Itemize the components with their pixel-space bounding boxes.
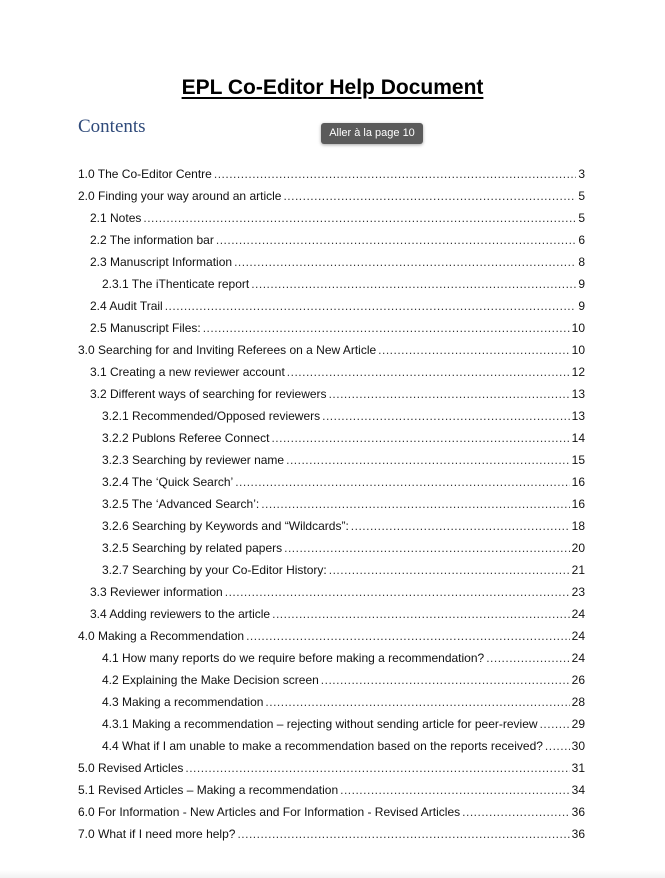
toc-leader-dots [214,163,576,185]
toc-leader-dots [165,295,577,317]
toc-leader-dots [203,317,570,339]
toc-leader-dots [143,207,576,229]
toc-leader-dots [284,537,570,559]
toc-entry[interactable] [90,383,585,405]
toc-entry-title: 4.1 How many reports do we require before making a recommendation? [102,651,485,665]
toc-entry[interactable] [78,779,585,801]
toc-entry-page-number: 29 [571,717,585,731]
toc-entry-title: 3.4 Adding reviewers to the article [90,607,271,621]
toc-entry-title: 3.2.5 Searching by related papers [102,541,283,555]
toc-entry[interactable] [102,493,585,515]
toc-entry-title: 3.2.3 Searching by reviewer name [102,453,285,467]
toc-entry[interactable] [90,251,585,273]
toc-entry[interactable] [102,427,585,449]
toc-leader-dots [340,779,570,801]
document-title: EPL Co-Editor Help Document [181,76,484,99]
toc-entry-page-number: 31 [571,761,585,775]
toc-entry[interactable] [78,757,585,779]
toc-leader-dots [272,603,570,625]
toc-entry[interactable] [102,471,585,493]
toc-entry-title: 3.1 Creating a new reviewer account [90,365,285,379]
toc-entry-title: 3.2.6 Searching by Keywords and “Wildcards”: [102,519,349,533]
toc-leader-dots [329,559,570,581]
toc-entry-page-number: 10 [571,343,585,357]
toc-leader-dots [321,669,570,691]
toc-entry-page-number: 20 [571,541,585,555]
toc-entry-title: 3.2.7 Searching by your Co-Editor History: [102,563,327,577]
toc-leader-dots [237,823,569,845]
toc-entry[interactable] [78,823,585,845]
toc-entry[interactable] [102,273,585,295]
toc-leader-dots [378,339,569,361]
toc-entry-title: 7.0 What if I need more help? [78,827,236,841]
toc-entry-title: 2.2 The information bar [90,233,214,247]
toc-entry-title: 2.1 Notes [90,211,142,225]
toc-leader-dots [265,691,569,713]
toc-entry[interactable] [78,625,585,647]
toc-entry[interactable] [102,449,585,471]
toc-leader-dots [235,471,569,493]
toc-entry-page-number: 36 [571,805,585,819]
toc-entry-title: 5.1 Revised Articles – Making a recommendation [78,783,339,797]
toc-leader-dots [545,735,570,757]
toc-entry-title: 2.0 Finding your way around an article [78,189,282,203]
toc-entry[interactable] [102,713,585,735]
toc-leader-dots [462,801,569,823]
toc-entry[interactable] [78,801,585,823]
toc-entry-title: 2.5 Manuscript Files: [90,321,201,335]
toc-entry-title: 4.0 Making a Recommendation [78,629,245,643]
toc-entry[interactable] [102,647,585,669]
toc-entry[interactable] [90,603,585,625]
toc-leader-dots [246,625,570,647]
toc-entry-title: 4.3 Making a recommendation [102,695,264,709]
toc-entry-title: 1.0 The Co-Editor Centre [78,167,212,181]
toc-leader-dots [286,449,570,471]
toc-entry-title: 4.3.1 Making a recommendation – rejecting without sending article for peer-review [102,717,538,731]
toc-entry-page-number: 34 [571,783,585,797]
toc-entry[interactable] [102,691,585,713]
toc-entry-title: 4.2 Explaining the Make Decision screen [102,673,319,687]
toc-entry-page-number: 30 [571,739,585,753]
toc-leader-dots [283,185,576,207]
toc-entry[interactable] [90,581,585,603]
toc-entry[interactable] [90,295,585,317]
toc-entry-page-number: 15 [571,453,585,467]
toc-entry-page-number: 23 [571,585,585,599]
toc-entry[interactable] [78,185,585,207]
toc-entry[interactable] [90,207,585,229]
toc-leader-dots [271,427,569,449]
toc-entry[interactable] [90,361,585,383]
toc-entry-page-number: 6 [578,233,585,247]
toc-entry-page-number: 10 [571,321,585,335]
toc-entry-page-number: 24 [571,651,585,665]
toc-leader-dots [287,361,570,383]
toc-entry-page-number: 12 [571,365,585,379]
toc-entry[interactable] [78,163,585,185]
toc-entry-title: 2.4 Audit Trail [90,299,163,313]
toc-entry-page-number: 8 [578,255,585,269]
toc-leader-dots [251,273,576,295]
toc-entry-page-number: 24 [571,629,585,643]
toc-entry-page-number: 5 [578,211,585,225]
toc-entry-title: 2.3 Manuscript Information [90,255,233,269]
toc-entry-page-number: 14 [571,431,585,445]
toc-entry[interactable] [78,339,585,361]
toc-entry-page-number: 5 [578,189,585,203]
toc-leader-dots [351,515,570,537]
toc-entry-title: 2.3.1 The iThenticate report [102,277,250,291]
toc-entry-title: 5.0 Revised Articles [78,761,184,775]
toc-entry-page-number: 24 [571,607,585,621]
toc-leader-dots [322,405,570,427]
toc-entry[interactable] [102,669,585,691]
go-to-page-tooltip: Aller à la page 10 [321,123,423,144]
toc-leader-dots [225,581,570,603]
toc-entry-page-number: 13 [571,387,585,401]
toc-entry-page-number: 16 [571,497,585,511]
toc-entry-page-number: 9 [578,299,585,313]
toc-entry-title: 3.2.5 The ‘Advanced Search’: [102,497,260,511]
toc-entry-title: 3.3 Reviewer information [90,585,223,599]
page-bottom-edge [0,870,665,878]
toc-entry-page-number: 21 [571,563,585,577]
toc-entry-page-number: 36 [571,827,585,841]
toc-entry[interactable] [102,515,585,537]
contents-heading: Contents [78,116,146,137]
toc-entry-title: 3.2.4 The ‘Quick Search’ [102,475,234,489]
toc-entry-title: 4.4 What if I am unable to make a recommendation based on the reports received? [102,739,543,753]
toc-leader-dots [216,229,576,251]
toc-entry-page-number: 16 [571,475,585,489]
toc-leader-dots [185,757,569,779]
toc-leader-dots [540,713,570,735]
toc-entry-page-number: 13 [571,409,585,423]
toc-entry-page-number: 3 [578,167,585,181]
toc-entry-page-number: 28 [571,695,585,709]
toc-leader-dots [261,493,569,515]
toc-entry-title: 3.2.1 Recommended/Opposed reviewers [102,409,321,423]
toc-entry-title: 3.2.2 Publons Referee Connect [102,431,270,445]
toc-entry-page-number: 26 [571,673,585,687]
toc-entry[interactable] [102,405,585,427]
toc-entry[interactable] [90,317,585,339]
toc-leader-dots [329,383,570,405]
toc-entry-page-number: 18 [571,519,585,533]
toc-entry[interactable] [102,735,585,757]
toc-entry[interactable] [102,537,585,559]
toc-leader-dots [486,647,569,669]
toc-entry-title: 3.2 Different ways of searching for reviewers [90,387,327,401]
toc-leader-dots [234,251,576,273]
toc-entry-title: 6.0 For Information - New Articles and For Information - Revised Articles [78,805,461,819]
toc-entry-title: 3.0 Searching for and Inviting Referees on a New Article [78,343,377,357]
toc-entry-page-number: 9 [578,277,585,291]
toc-entry[interactable] [102,559,585,581]
toc-entry[interactable] [90,229,585,251]
